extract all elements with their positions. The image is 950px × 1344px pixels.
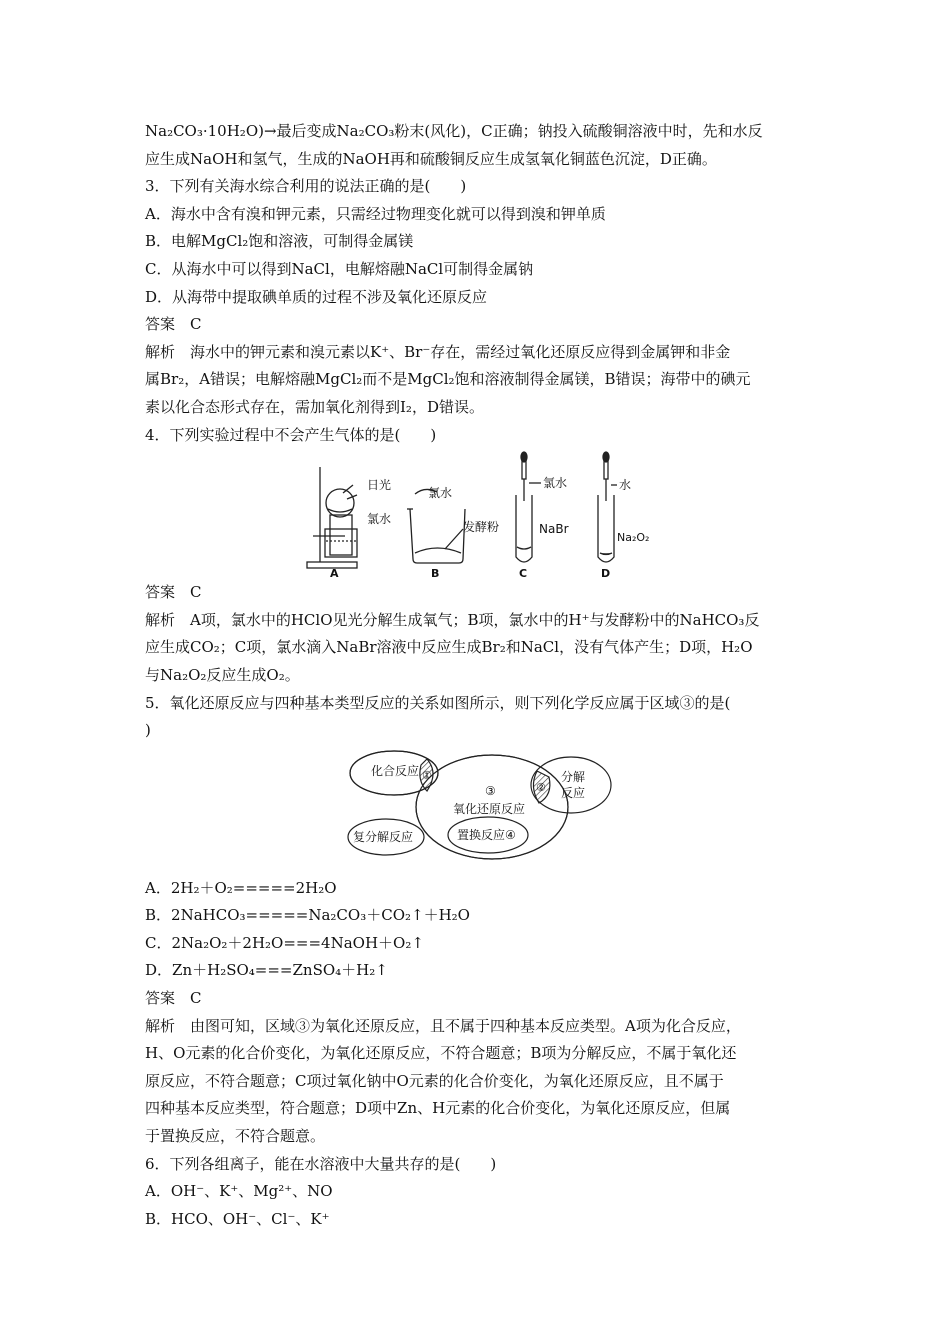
q4-explanation-line: 应生成CO₂；C项，氯水滴入NaBr溶液中反应生成Br₂和NaCl，没有气体产生；D项，H₂O	[145, 638, 753, 657]
label-double-decomposition: 复分解反应	[353, 829, 414, 844]
label-a: A	[330, 567, 339, 580]
label-water-d: 水	[619, 478, 632, 493]
label-na2o2: Na₂O₂	[617, 531, 650, 545]
q2-explanation-line: 应生成NaOH和氢气，生成的NaOH再和硫酸铜反应生成氢氧化铜蓝色沉淀，D正确。	[145, 149, 717, 168]
apparatus-c	[516, 452, 569, 579]
label-baking-powder: 发酵粉	[463, 520, 500, 535]
label-decomposition-2: 反应	[561, 785, 586, 800]
q4-answer: 答案 C	[145, 583, 202, 602]
label-redox: 氧化还原反应	[453, 801, 526, 816]
q2-explanation-line: Na₂CO₃·10H₂O)→最后变成Na₂CO₃粉末(风化)，C正确；钠投入硫酸铜溶液中时，先和水反	[145, 122, 763, 140]
label-d: D	[601, 567, 611, 580]
q3-stem: 3．下列有关海水综合利用的说法正确的是( )	[145, 177, 467, 196]
q3-option-b: B．电解MgCl₂饱和溶液，可制得金属镁	[145, 232, 414, 251]
q5-explanation-line: 于置换反应，不符合题意。	[145, 1127, 326, 1146]
q4-explanation-line: 与Na₂O₂反应生成O₂。	[145, 665, 300, 684]
q3-explanation-line: 素以化合态形式存在，需加氧化剂得到I₂，D错误。	[145, 397, 484, 416]
q5-stem-end: )	[145, 721, 151, 740]
label-region-1: ①	[422, 768, 432, 782]
q3-option-c: C．从海水中可以得到NaCl，电解熔融NaCl可制得金属钠	[145, 259, 534, 278]
q5-option-d: D．Zn＋H₂SO₄===ZnSO₄＋H₂↑	[145, 961, 388, 980]
q6-stem: 6．下列各组离子，能在水溶液中大量共存的是( )	[145, 1154, 497, 1173]
q5-answer: 答案 C	[145, 989, 202, 1008]
q3-option-a: A．海水中含有溴和钾元素，只需经过物理变化就可以得到溴和钾单质	[145, 204, 606, 223]
label-b: B	[431, 567, 440, 580]
label-sunlight: 日光	[367, 478, 392, 493]
q5-explanation-line: 原反应，不符合题意；C项过氧化钠中O元素的化合价变化，为氧化还原反应，且不属于	[145, 1071, 724, 1090]
q4-apparatus-figure	[145, 449, 815, 579]
q5-stem: 5．氧化还原反应与四种基本类型反应的关系如图所示，则下列化学反应属于区域③的是(	[145, 693, 731, 712]
q3-explanation-line: 属Br₂，A错误；电解熔融MgCl₂而不是MgCl₂饱和溶液制得金属镁，B错误；海带中的碘元	[145, 370, 751, 389]
label-combination: 化合反应	[371, 763, 420, 778]
apparatus-a	[307, 467, 391, 579]
q3-option-d: D．从海带中提取碘单质的过程不涉及氧化还原反应	[145, 287, 488, 306]
q4-explanation-line: 解析 A项，氯水中的HClO见光分解生成氧气；B项，氯水中的H⁺与发酵粉中的NaHCO₃反	[145, 610, 760, 629]
label-region-3: ③	[485, 783, 496, 798]
label-chlorine-water-c: 氯水	[543, 476, 568, 491]
q6-option-b: B．HCO、OH⁻、Cl⁻、K⁺	[145, 1209, 330, 1228]
q6-option-a: A．OH⁻、K⁺、Mg²⁺、NO	[145, 1182, 333, 1201]
q5-option-b: B．2NaHCO₃=====Na₂CO₃＋CO₂↑＋H₂O	[145, 906, 470, 925]
q5-explanation-line: 解析 由图可知，区域③为氧化还原反应，且不属于四种基本反应类型。A项为化合反应，	[145, 1016, 741, 1035]
label-displacement: 置换反应④	[457, 827, 516, 842]
q5-explanation-line: 四种基本反应类型，符合题意；D项中Zn、H元素的化合价变化，为氧化还原反应，但属	[145, 1099, 731, 1118]
q5-option-a: A．2H₂＋O₂=====2H₂O	[145, 878, 337, 897]
q5-venn-diagram	[145, 745, 815, 875]
label-region-2: ②	[536, 780, 546, 794]
label-nabr: NaBr	[539, 522, 569, 537]
document-page	[145, 118, 815, 1233]
apparatus-d	[598, 452, 649, 579]
label-c: C	[519, 567, 528, 580]
q4-stem: 4．下列实验过程中不会产生气体的是( )	[145, 425, 437, 444]
label-chlorine-water-b: 氯水	[428, 486, 453, 501]
label-decomposition-1: 分解	[561, 769, 586, 784]
q5-explanation-line: H、O元素的化合价变化，为氧化还原反应，不符合题意；B项为分解反应，不属于氧化还	[145, 1044, 737, 1063]
q3-explanation-line: 解析 海水中的钾元素和溴元素以K⁺、Br⁻存在，需经过氧化还原反应得到金属钾和非金	[145, 342, 731, 361]
label-chlorine-water-a: 氯水	[367, 512, 392, 527]
q5-option-c: C．2Na₂O₂＋2H₂O===4NaOH＋O₂↑	[145, 933, 424, 952]
q3-answer: 答案 C	[145, 315, 202, 334]
apparatus-b	[407, 485, 499, 579]
